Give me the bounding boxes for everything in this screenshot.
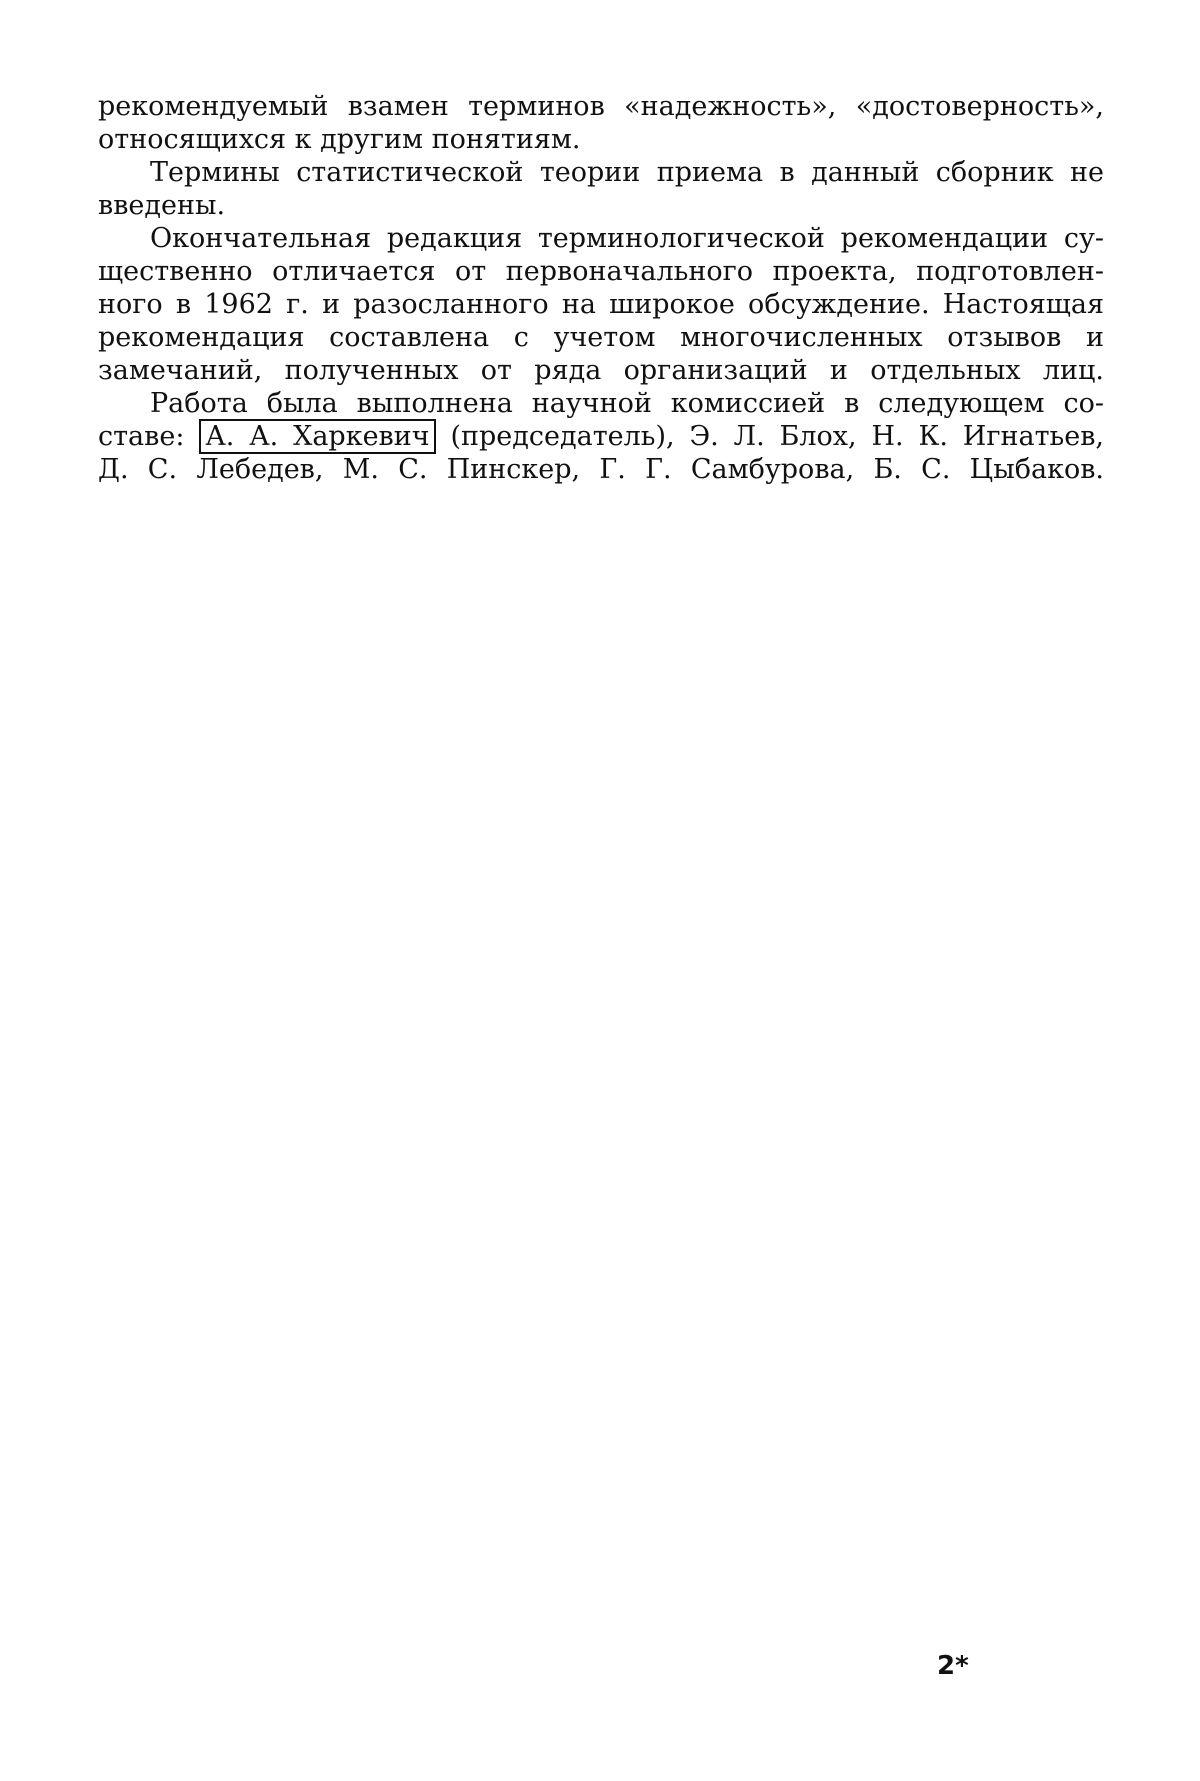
text-line: Работа была выполнена научной комиссией в следующем со-	[150, 388, 1104, 419]
text-line-with-boxed-name	[98, 420, 1104, 453]
text-line: замечаний, полученных от ряда организаций и отдельных лиц.	[98, 355, 1104, 386]
text-line: Термины статистической теории приема в данный сборник не	[150, 157, 1104, 188]
text-line: щественно отличается от первоначального проекта, подготовлен-	[98, 256, 1104, 287]
text-line: Д. С. Лебедев, М. С. Пинскер, Г. Г. Самбурова, Б. С. Цыбаков.	[98, 454, 1104, 485]
text-line: рекомендуемый взамен терминов «надежность», «достоверность»,	[98, 91, 1104, 122]
line-suffix: (председатель), Э. Л. Блох, Н. К. Игнатьев,	[450, 421, 1104, 452]
text-line: рекомендация составлена с учетом многочисленных отзывов и	[98, 322, 1104, 353]
page-number: 2*	[937, 1651, 969, 1681]
text-line: ного в 1962 г. и разосланного на широкое обсуждение. Настоящая	[98, 289, 1104, 320]
document-page	[98, 90, 1104, 486]
boxed-name: А. А. Харкевич	[199, 419, 435, 454]
text-line: относящихся к другим понятиям.	[98, 124, 581, 155]
line-prefix: ставе:	[98, 421, 185, 452]
text-line: Окончательная редакция терминологической рекомендации су-	[150, 223, 1104, 254]
text-line: введены.	[98, 190, 226, 221]
